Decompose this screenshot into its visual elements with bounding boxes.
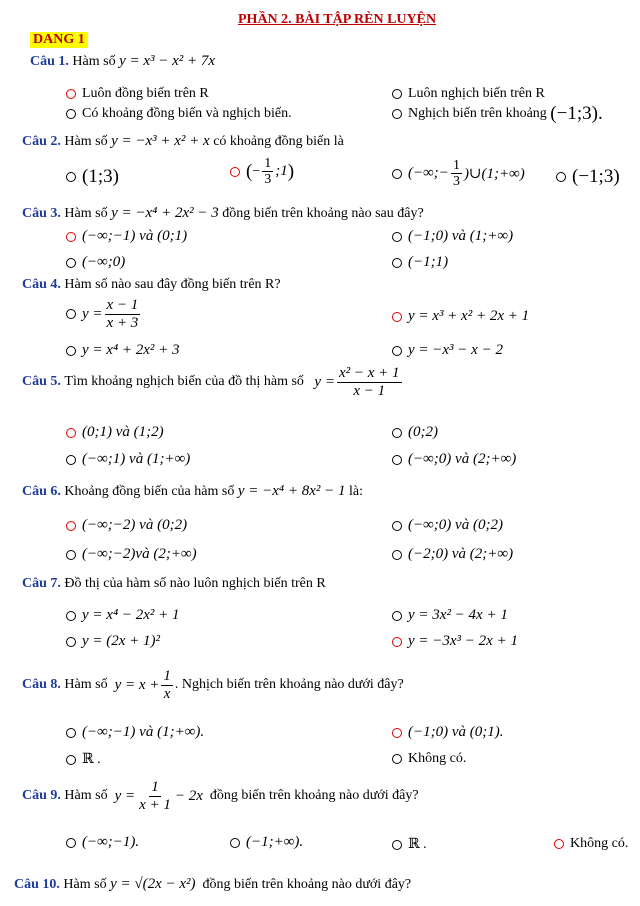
- q7-option-a[interactable]: y = x⁴ − 2x² + 1: [66, 607, 180, 624]
- q4-option-b[interactable]: y = x³ + x² + 2x + 1: [392, 308, 529, 325]
- radio-circle-icon[interactable]: [392, 637, 402, 647]
- radio-circle-icon[interactable]: [392, 550, 402, 560]
- radio-circle-icon[interactable]: [392, 89, 402, 99]
- q1-option-c[interactable]: Có khoảng đồng biến và nghịch biến.: [66, 106, 292, 122]
- radio-circle-icon[interactable]: [66, 109, 76, 119]
- question-5: Câu 5. Tìm khoảng nghịch biến của đồ thị hàm số y = $\frac{\text{x² − x + 1}}{x - 1}$: [22, 365, 400, 399]
- q1-option-b[interactable]: Luôn nghịch biến trên R: [392, 86, 545, 102]
- q3-option-a[interactable]: (−∞;−1) và (0;1): [66, 228, 187, 245]
- radio-circle-icon[interactable]: [66, 309, 76, 319]
- radio-circle-icon[interactable]: [66, 428, 76, 438]
- page-title: PHẦN 2. BÀI TẬP RÈN LUYỆN: [238, 12, 437, 27]
- question-1-text: Hàm số: [72, 54, 116, 69]
- q8-option-d[interactable]: Không có.: [392, 751, 466, 767]
- q2-option-a[interactable]: (1;3): [66, 166, 119, 188]
- radio-circle-icon[interactable]: [66, 346, 76, 356]
- radio-circle-icon[interactable]: [556, 172, 566, 182]
- q4-option-c[interactable]: y = x⁴ + 2x² + 3: [66, 342, 180, 359]
- q1-option-a[interactable]: Luôn đồng biến trên R: [66, 86, 209, 102]
- q5-option-c[interactable]: (−∞;1) và (1;+∞): [66, 451, 190, 468]
- q2-option-c[interactable]: (−∞;− $\frac{1}{3}$ )∪(1;+∞): [392, 158, 525, 190]
- radio-circle-icon[interactable]: [66, 728, 76, 738]
- q9-option-a[interactable]: (−∞;−1).: [66, 834, 139, 851]
- radio-circle-icon[interactable]: [392, 258, 402, 268]
- radio-circle-icon[interactable]: [66, 172, 76, 182]
- section-label: DANG 1: [30, 32, 88, 48]
- q6-option-d[interactable]: (−2;0) và (2;+∞): [392, 546, 513, 563]
- radio-circle-icon[interactable]: [392, 109, 402, 119]
- question-1-label: Câu 1.: [30, 54, 69, 69]
- radio-circle-icon[interactable]: [392, 754, 402, 764]
- question-2: Câu 2. Hàm số y = −x³ + x² + x có khoảng đồng biến là: [22, 133, 344, 149]
- radio-circle-icon[interactable]: [392, 428, 402, 438]
- radio-circle-icon[interactable]: [230, 167, 240, 177]
- radio-circle-icon[interactable]: [392, 840, 402, 850]
- radio-circle-icon[interactable]: [392, 232, 402, 242]
- q8-option-b[interactable]: (−1;0) và (0;1).: [392, 724, 504, 741]
- q6-option-a[interactable]: (−∞;−2) và (0;2): [66, 517, 187, 534]
- q1-option-d[interactable]: Nghịch biến trên khoảng (−1;3).: [392, 103, 603, 125]
- question-8: Câu 8. Hàm số y = x + $\frac{1}{x}$ . Nghịch biến trên khoảng nào dưới đây?: [22, 668, 404, 702]
- radio-circle-icon[interactable]: [66, 89, 76, 99]
- radio-circle-icon[interactable]: [66, 455, 76, 465]
- radio-circle-icon[interactable]: [392, 346, 402, 356]
- q5-option-d[interactable]: (−∞;0) và (2;+∞): [392, 451, 516, 468]
- q8-option-a[interactable]: (−∞;−1) và (1;+∞).: [66, 724, 204, 741]
- radio-circle-icon[interactable]: [392, 312, 402, 322]
- q5-option-b[interactable]: (0;2): [392, 424, 438, 441]
- radio-circle-icon[interactable]: [392, 455, 402, 465]
- radio-circle-icon[interactable]: [66, 258, 76, 268]
- radio-circle-icon[interactable]: [66, 755, 76, 765]
- q5-option-a[interactable]: (0;1) và (1;2): [66, 424, 164, 441]
- radio-circle-icon[interactable]: [392, 169, 402, 179]
- q3-option-c[interactable]: (−∞;0): [66, 254, 125, 271]
- radio-circle-icon[interactable]: [66, 637, 76, 647]
- question-1: [30, 53, 215, 70]
- question-1-expr: y = x³ − x² + 7x: [119, 53, 216, 69]
- q6-option-b[interactable]: (−∞;0) và (0;2): [392, 517, 503, 534]
- q8-option-c[interactable]: ℝ .: [66, 751, 101, 768]
- q7-option-b[interactable]: y = 3x² − 4x + 1: [392, 607, 508, 624]
- radio-circle-icon[interactable]: [66, 232, 76, 242]
- q3-option-b[interactable]: (−1;0) và (1;+∞): [392, 228, 513, 245]
- radio-circle-icon[interactable]: [554, 839, 564, 849]
- q7-option-d[interactable]: y = −3x³ − 2x + 1: [392, 633, 518, 650]
- q2-option-b[interactable]: ( − $\frac{1}{3}$ ;1 ): [230, 156, 294, 188]
- radio-circle-icon[interactable]: [392, 728, 402, 738]
- q9-option-b[interactable]: (−1;+∞).: [230, 834, 303, 851]
- question-7: Câu 7. Đồ thị của hàm số nào luôn nghịch biến trên R: [22, 576, 326, 591]
- question-9: Câu 9. Hàm số y = $\frac{1}{x + 1}$ − 2x đồng biến trên khoảng nào dưới đây?: [22, 779, 419, 813]
- radio-circle-icon[interactable]: [66, 838, 76, 848]
- radio-circle-icon[interactable]: [392, 611, 402, 621]
- question-6: Câu 6. Khoảng đồng biến của hàm số y = −x⁴ + 8x² − 1 là:: [22, 483, 364, 499]
- q9-option-c[interactable]: ℝ .: [392, 836, 427, 853]
- radio-circle-icon[interactable]: [230, 838, 240, 848]
- radio-circle-icon[interactable]: [392, 521, 402, 531]
- radio-circle-icon[interactable]: [66, 550, 76, 560]
- q3-option-d[interactable]: (−1;1): [392, 254, 448, 271]
- question-3: Câu 3. Hàm số y = −x⁴ + 2x² − 3 đồng biến trên khoảng nào sau đây?: [22, 205, 424, 221]
- q9-option-d[interactable]: Không có.: [554, 836, 628, 852]
- radio-circle-icon[interactable]: [66, 611, 76, 621]
- radio-circle-icon[interactable]: [66, 521, 76, 531]
- q4-option-a[interactable]: y = $\frac{x - 1}{x + 3}$: [66, 297, 142, 331]
- q6-option-c[interactable]: (−∞;−2)và (2;+∞): [66, 546, 197, 563]
- q4-option-d[interactable]: y = −x³ − x − 2: [392, 342, 503, 359]
- q7-option-c[interactable]: y = (2x + 1)²: [66, 633, 160, 650]
- q2-option-d[interactable]: (−1;3): [556, 166, 620, 188]
- question-10: Câu 10. Hàm số y = √(2x − x²) đồng biến trên khoảng nào dưới đây?: [14, 876, 412, 892]
- question-4: Câu 4. Hàm số nào sau đây đồng biến trên R?: [22, 277, 281, 292]
